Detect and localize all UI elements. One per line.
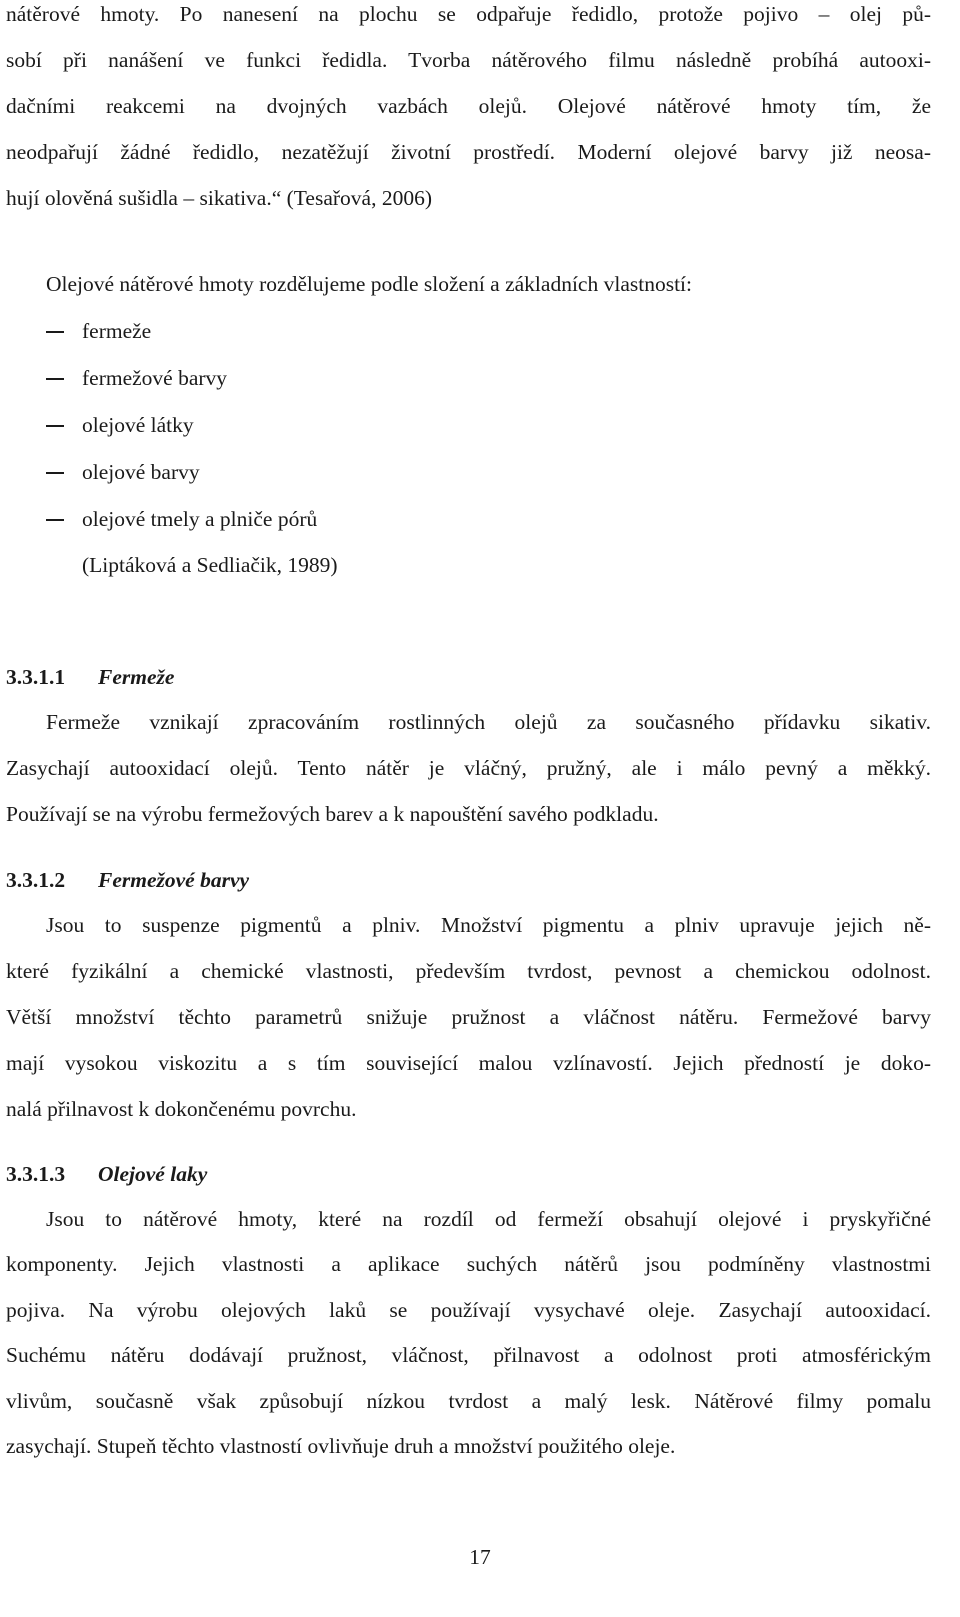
division-intro: Olejové nátěrové hmoty rozdělujeme podle složení a základních vlastností: xyxy=(46,272,692,296)
intro-line: neodpařují žádné ředidlo, nezatěžují životní prostředí. Moderní olejové barvy již neosa- xyxy=(6,140,931,164)
paragraph-text: Jsou to suspenze pigmentů a plniv. Množství pigmentu a plniv upravuje jejich ně- xyxy=(46,913,931,937)
dash-bullet-icon xyxy=(46,425,64,427)
paragraph-line: komponenty. Jejich vlastnosti a aplikace suchých nátěrů jsou podmíněny vlastnostmi xyxy=(6,1252,931,1276)
intro-line: hují olověná sušidla – sikativa.“ (Tesařová, 2006) xyxy=(6,186,433,210)
dash-bullet-icon xyxy=(46,519,64,521)
intro-line: sobí při nanášení ve funkci ředidla. Tvorba nátěrového filmu následně probíhá autooxi- xyxy=(6,48,931,72)
paragraph-text: Fermeže vznikají zpracováním rostlinných olejů za současného přídavku sikativ. xyxy=(46,710,931,734)
dash-bullet-icon xyxy=(46,378,64,380)
paragraph-line: vlivům, současně však způsobují nízkou tvrdost a malý lesk. Nátěrové filmy pomalu xyxy=(6,1389,931,1413)
intro-line: nátěrové hmoty. Po nanesení na plochu se odpařuje ředidlo, protože pojivo – olej pů- xyxy=(6,2,931,26)
paragraph-line: nalá přilnavost k dokončenému povrchu. xyxy=(6,1097,357,1121)
list-item-label: olejové látky xyxy=(82,413,194,437)
paragraph-line: Větší množství těchto parametrů snižuje pružnost a vláčnost nátěru. Fermežové barvy xyxy=(6,1005,931,1029)
section-number: 3.3.1.2 xyxy=(6,868,66,892)
intro-line: dačními reakcemi na dvojných vazbách olejů. Olejové nátěrové hmoty tím, že xyxy=(6,94,931,118)
paragraph-line: které fyzikální a chemické vlastnosti, především tvrdost, pevnost a chemickou odolnost. xyxy=(6,959,931,983)
section-number: 3.3.1.3 xyxy=(6,1162,66,1186)
paragraph-line xyxy=(6,1205,931,1233)
paragraph-line: Zasychají autooxidací olejů. Tento nátěr je vláčný, pružný, ale i málo pevný a měkký. xyxy=(6,756,931,780)
section-title: Fermeže xyxy=(98,665,175,689)
section-title: Olejové laky xyxy=(98,1162,208,1186)
paragraph-line: mají vysokou viskozitu a s tím související malou vzlínavostí. Jejich předností je doko- xyxy=(6,1051,931,1075)
section-title: Fermežové barvy xyxy=(98,868,250,892)
list-item-label: olejové barvy xyxy=(82,460,200,484)
paragraph-line: pojiva. Na výrobu olejových laků se používají vysychavé oleje. Zasychají autooxidací. xyxy=(6,1298,931,1322)
section-number: 3.3.1.1 xyxy=(6,665,66,689)
list-item-label: fermežové barvy xyxy=(82,366,228,390)
list-item-label: fermeže xyxy=(82,319,152,343)
page-number: 17 xyxy=(469,1545,491,1569)
list-citation: (Liptáková a Sedliačik, 1989) xyxy=(82,553,338,577)
paragraph-line: Suchému nátěru dodávají pružnost, vláčnost, přilnavost a odolnost proti atmosférickým xyxy=(6,1343,931,1367)
paragraph-text: Jsou to nátěrové hmoty, které na rozdíl od fermeží obsahují olejové i pryskyřičné xyxy=(46,1207,931,1231)
dash-bullet-icon xyxy=(46,472,64,474)
list-item-label: olejové tmely a plniče pórů xyxy=(82,507,318,531)
paragraph-line: Používají se na výrobu fermežových barev a k napouštění savého podkladu. xyxy=(6,802,659,826)
dash-bullet-icon xyxy=(46,331,64,333)
paragraph-line: zasychají. Stupeň těchto vlastností ovlivňuje druh a množství použitého oleje. xyxy=(6,1434,676,1458)
paragraph-line xyxy=(6,708,931,736)
paragraph-line xyxy=(6,911,931,939)
